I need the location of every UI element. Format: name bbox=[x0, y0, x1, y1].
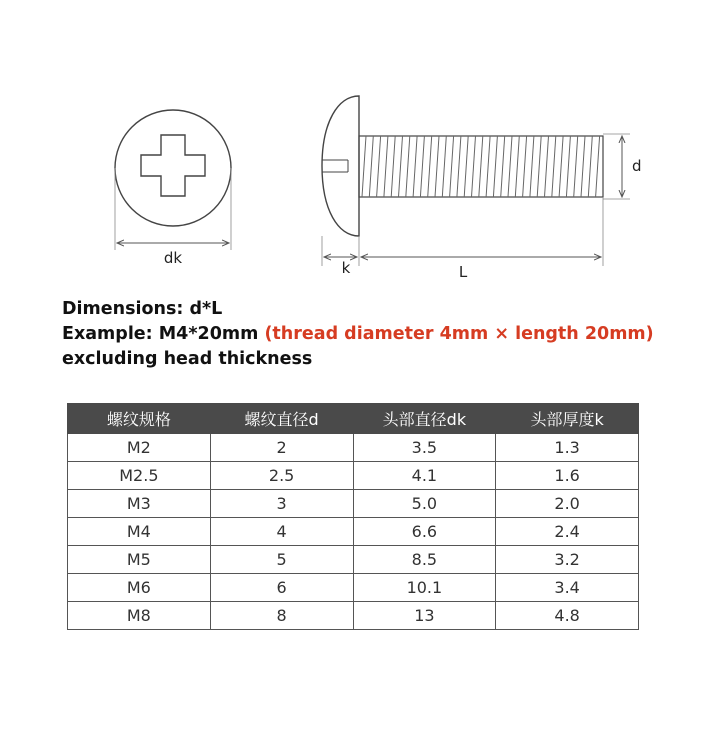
table-cell: 3 bbox=[210, 490, 353, 518]
header-head-thickness: 头部厚度k bbox=[496, 404, 639, 434]
screw-diagram bbox=[0, 0, 712, 295]
thread-line bbox=[384, 136, 388, 197]
d-dimension bbox=[603, 134, 642, 199]
example-main: Example: M4*20mm bbox=[62, 324, 259, 344]
table-cell: 6 bbox=[210, 574, 353, 602]
thread-line bbox=[399, 136, 403, 197]
screw-side-view bbox=[322, 96, 603, 236]
table-row bbox=[68, 574, 639, 602]
table-cell: 10.1 bbox=[353, 574, 496, 602]
table-cell: M2 bbox=[68, 434, 211, 462]
k-dimension bbox=[322, 236, 359, 277]
k-label: k bbox=[341, 259, 351, 277]
thread-line bbox=[369, 136, 373, 197]
thread-line bbox=[420, 136, 424, 197]
L-label: L bbox=[458, 263, 468, 281]
thread-line bbox=[362, 136, 366, 197]
thread-line bbox=[428, 136, 432, 197]
dimensions-line: Dimensions: d*L bbox=[62, 299, 223, 319]
thread-line bbox=[515, 136, 519, 197]
thread-line bbox=[406, 136, 410, 197]
table-row bbox=[68, 462, 639, 490]
thread-lines bbox=[362, 136, 600, 197]
thread-line bbox=[435, 136, 439, 197]
thread-line bbox=[508, 136, 512, 197]
table-cell: 4.8 bbox=[496, 602, 639, 630]
table-cell: 8.5 bbox=[353, 546, 496, 574]
thread-line bbox=[493, 136, 497, 197]
table-cell: 8 bbox=[210, 602, 353, 630]
table-cell: 13 bbox=[353, 602, 496, 630]
thread-line bbox=[574, 136, 578, 197]
thread-line bbox=[391, 136, 395, 197]
table-cell: 4 bbox=[210, 518, 353, 546]
table-cell: 2 bbox=[210, 434, 353, 462]
table-cell: 3.4 bbox=[496, 574, 639, 602]
thread-line bbox=[464, 136, 468, 197]
example-highlight: (thread diameter 4mm × length 20mm) bbox=[264, 324, 654, 344]
table-row bbox=[68, 602, 639, 630]
table-row bbox=[68, 546, 639, 574]
table-cell: M4 bbox=[68, 518, 211, 546]
thread-line bbox=[530, 136, 534, 197]
header-head-diameter: 头部直径dk bbox=[353, 404, 496, 434]
table-cell: 2.4 bbox=[496, 518, 639, 546]
table-cell: 1.6 bbox=[496, 462, 639, 490]
example-line bbox=[62, 322, 654, 347]
table-cell: 5.0 bbox=[353, 490, 496, 518]
header-thread-spec: 螺纹规格 bbox=[68, 404, 211, 434]
thread-line bbox=[581, 136, 585, 197]
table-row bbox=[68, 518, 639, 546]
dk-label: dk bbox=[163, 249, 183, 267]
spec-table bbox=[67, 403, 639, 630]
table-cell: 3.5 bbox=[353, 434, 496, 462]
thread-line bbox=[545, 136, 549, 197]
dimension-description bbox=[62, 297, 654, 372]
head-top-view bbox=[115, 110, 231, 226]
header-thread-diameter: 螺纹直径d bbox=[210, 404, 353, 434]
table-cell: M6 bbox=[68, 574, 211, 602]
table-cell: 5 bbox=[210, 546, 353, 574]
thread-line bbox=[413, 136, 417, 197]
thread-line bbox=[501, 136, 505, 197]
table-cell: M3 bbox=[68, 490, 211, 518]
table-header-row bbox=[68, 404, 639, 434]
thread-line bbox=[537, 136, 541, 197]
thread-line bbox=[472, 136, 476, 197]
thread-line bbox=[566, 136, 570, 197]
thread-line bbox=[442, 136, 446, 197]
table-cell: 2.5 bbox=[210, 462, 353, 490]
thread-line bbox=[479, 136, 483, 197]
d-label: d bbox=[632, 157, 642, 175]
thread-line bbox=[523, 136, 527, 197]
table-row bbox=[68, 490, 639, 518]
phillips-cross-icon bbox=[141, 135, 205, 196]
thread-line bbox=[486, 136, 490, 197]
table-cell: M8 bbox=[68, 602, 211, 630]
thread-line bbox=[596, 136, 600, 197]
table-cell: M5 bbox=[68, 546, 211, 574]
thread-line bbox=[377, 136, 381, 197]
thread-line bbox=[457, 136, 461, 197]
table-cell: M2.5 bbox=[68, 462, 211, 490]
thread-line bbox=[559, 136, 563, 197]
table-cell: 2.0 bbox=[496, 490, 639, 518]
thread-line bbox=[588, 136, 592, 197]
table-cell: 1.3 bbox=[496, 434, 639, 462]
table-row bbox=[68, 434, 639, 462]
table-cell: 4.1 bbox=[353, 462, 496, 490]
dk-dimension bbox=[115, 168, 231, 267]
table-cell: 6.6 bbox=[353, 518, 496, 546]
thread-line bbox=[552, 136, 556, 197]
screw-head bbox=[322, 96, 359, 236]
thread-line bbox=[450, 136, 454, 197]
exclusion-note: excluding head thickness bbox=[62, 349, 313, 369]
table-cell: 3.2 bbox=[496, 546, 639, 574]
L-dimension bbox=[361, 197, 603, 281]
